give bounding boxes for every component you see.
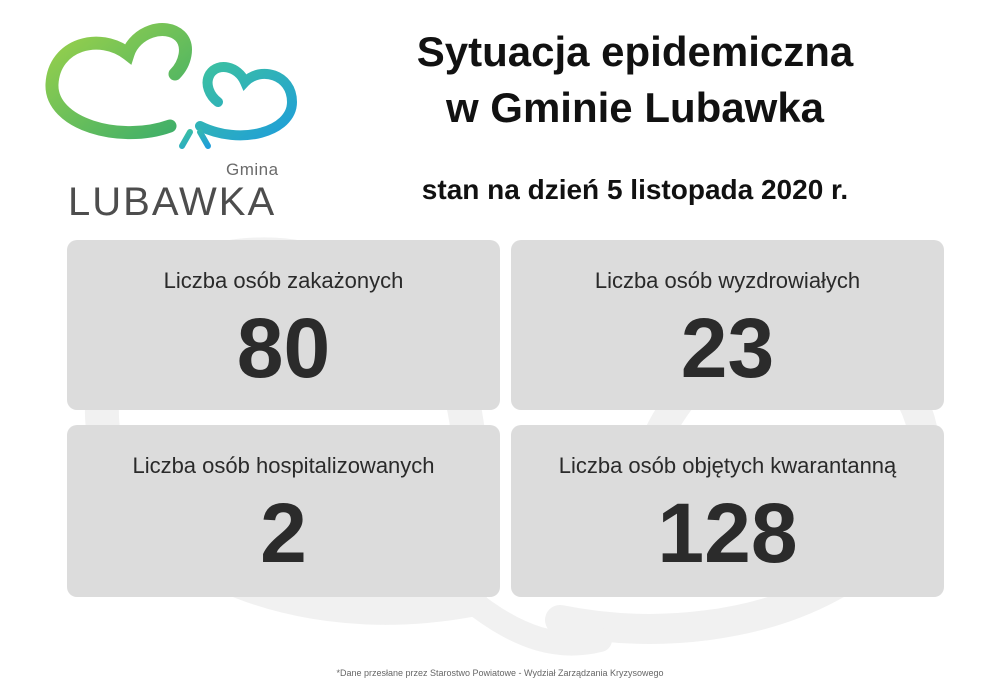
stat-label: Liczba osób zakażonych [163,268,404,293]
page-title [330,24,940,136]
logo-name-text: LUBAWKA [68,180,277,224]
status-date: stan na dzień 5 listopada 2020 r. [421,174,849,205]
stat-label: Liczba osób objętych kwarantanną [558,453,897,478]
stat-card-infected [67,240,500,410]
gmina-lubawka-logo [40,14,310,224]
stat-value: 2 [260,486,307,580]
stat-label: Liczba osób hospitalizowanych [132,453,435,478]
stat-card-hospitalized [67,425,500,597]
data-source-footnote: *Dane przesłane przez Starostwo Powiatowe - Wydział Zarządzania Kryzysowego [336,668,664,678]
butterfly-hearts-icon [40,14,310,164]
title-line-2: w Gminie Lubawka [445,84,825,131]
logo-gmina-text: Gmina [226,160,279,179]
title-line-1: Sytuacja epidemiczna [416,28,854,75]
stat-card-quarantined [511,425,944,597]
stat-label: Liczba osób wyzdrowiałych [594,268,861,293]
stat-card-recovered [511,240,944,410]
stat-value: 128 [657,486,798,580]
stat-value: 23 [680,301,775,395]
stat-value: 80 [236,301,331,395]
